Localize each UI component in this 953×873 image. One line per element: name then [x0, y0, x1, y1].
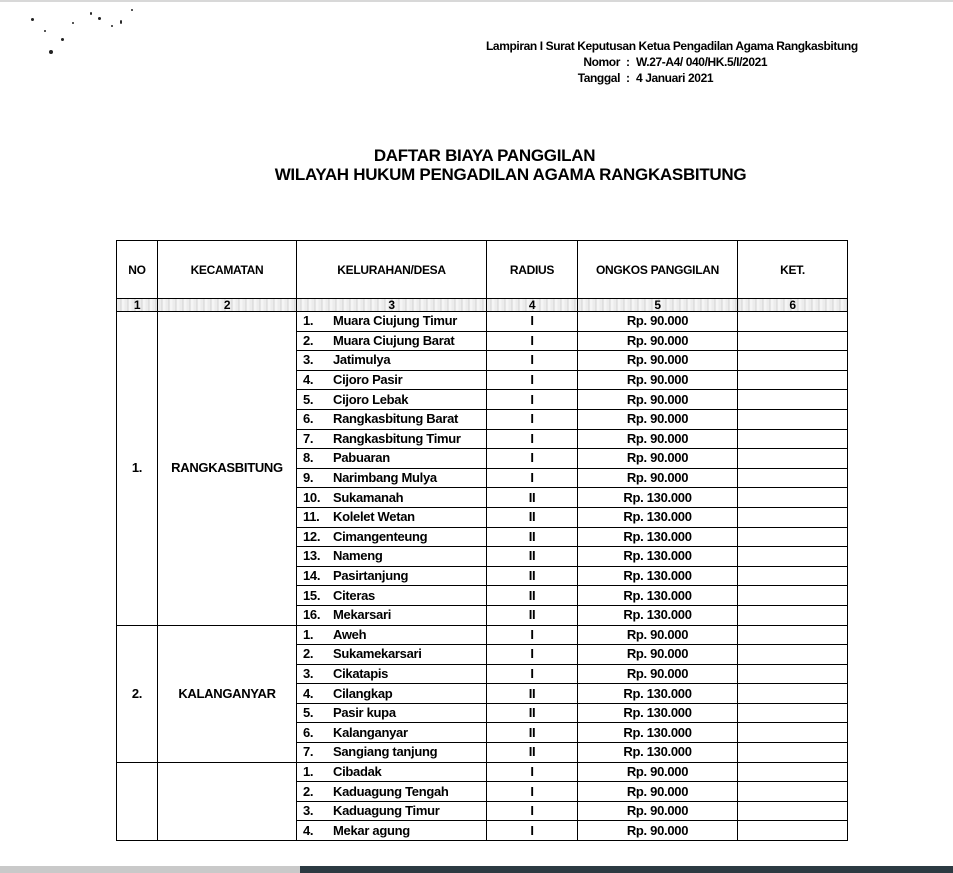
- ongkos-cell: Rp. 130.000: [578, 566, 738, 586]
- kelurahan-cell: [297, 586, 487, 606]
- nomor-label: Nomor: [583, 55, 620, 69]
- table-row: [117, 625, 848, 645]
- ongkos-cell: Rp. 90.000: [578, 664, 738, 684]
- ongkos-cell: Rp. 90.000: [578, 645, 738, 665]
- kelurahan-number: 7.: [303, 744, 314, 760]
- kelurahan-cell: [297, 762, 487, 782]
- kelurahan-number: 3.: [303, 665, 314, 681]
- ket-cell: [738, 312, 848, 332]
- kelurahan-number: 6.: [303, 724, 314, 740]
- ongkos-cell: Rp. 130.000: [578, 527, 738, 547]
- tanggal-value: 4 Januari 2021: [636, 71, 714, 85]
- radius-cell: I: [487, 645, 578, 665]
- radius-cell: II: [487, 605, 578, 625]
- radius-cell: I: [487, 351, 578, 371]
- kelurahan-name: Muara Ciujung Barat: [333, 332, 455, 348]
- kelurahan-name: Narimbang Mulya: [333, 470, 437, 486]
- kelurahan-name: Kalanganyar: [333, 724, 408, 740]
- ket-cell: [738, 488, 848, 508]
- kelurahan-name: Pasir kupa: [333, 705, 396, 721]
- ongkos-cell: Rp. 90.000: [578, 429, 738, 449]
- kelurahan-name: Pabuaran: [333, 450, 390, 466]
- ket-cell: [738, 801, 848, 821]
- ket-cell: [738, 331, 848, 351]
- kelurahan-cell: [297, 625, 487, 645]
- kelurahan-cell: [297, 664, 487, 684]
- radius-cell: I: [487, 782, 578, 802]
- kelurahan-name: Sukamanah: [333, 489, 404, 505]
- header-row: [117, 241, 848, 299]
- group-no: [117, 762, 158, 840]
- ket-cell: [738, 566, 848, 586]
- kelurahan-name: Kaduagung Timur: [333, 803, 440, 819]
- kelurahan-name: Citeras: [333, 587, 375, 603]
- group-kecamatan: RANGKASBITUNG: [158, 312, 297, 626]
- kelurahan-cell: [297, 684, 487, 704]
- kelurahan-name: Cikatapis: [333, 665, 389, 681]
- kelurahan-number: 7.: [303, 430, 314, 446]
- kelurahan-cell: [297, 370, 487, 390]
- ongkos-cell: Rp. 90.000: [578, 625, 738, 645]
- ket-cell: [738, 723, 848, 743]
- kelurahan-name: Rangkasbitung Barat: [333, 411, 459, 427]
- kelurahan-number: 15.: [303, 587, 321, 603]
- radius-cell: II: [487, 684, 578, 704]
- ongkos-cell: Rp. 130.000: [578, 586, 738, 606]
- kelurahan-number: 2.: [303, 332, 314, 348]
- fee-table: [116, 240, 848, 841]
- table-row: [117, 762, 848, 782]
- kelurahan-name: Rangkasbitung Timur: [333, 430, 461, 446]
- kelurahan-name: Mekar agung: [333, 822, 410, 838]
- radius-cell: I: [487, 664, 578, 684]
- kelurahan-name: Aweh: [333, 626, 367, 642]
- kelurahan-name: Sukamekarsari: [333, 646, 422, 662]
- kelurahan-cell: [297, 566, 487, 586]
- kelurahan-cell: [297, 645, 487, 665]
- top-border: [0, 0, 953, 2]
- ket-cell: [738, 821, 848, 841]
- kelurahan-number: 12.: [303, 528, 321, 544]
- ongkos-cell: Rp. 130.000: [578, 605, 738, 625]
- kelurahan-cell: [297, 605, 487, 625]
- radius-cell: I: [487, 468, 578, 488]
- tanggal-label: Tanggal: [577, 71, 620, 85]
- bottom-bar: [0, 866, 953, 873]
- kelurahan-number: 1.: [303, 626, 314, 642]
- radius-cell: I: [487, 370, 578, 390]
- radius-cell: I: [487, 762, 578, 782]
- kelurahan-cell: [297, 527, 487, 547]
- ket-cell: [738, 586, 848, 606]
- kelurahan-number: 8.: [303, 450, 314, 466]
- ket-cell: [738, 390, 848, 410]
- ongkos-cell: Rp. 130.000: [578, 723, 738, 743]
- kelurahan-name: Nameng: [333, 548, 383, 564]
- radius-cell: II: [487, 743, 578, 763]
- kelurahan-number: 2.: [303, 646, 314, 662]
- kelurahan-name: Mekarsari: [333, 607, 392, 623]
- table-body: [117, 312, 848, 841]
- radius-cell: II: [487, 723, 578, 743]
- group-no: 2.: [117, 625, 158, 762]
- kelurahan-cell: [297, 488, 487, 508]
- kelurahan-number: 4.: [303, 822, 314, 838]
- ongkos-cell: Rp. 90.000: [578, 331, 738, 351]
- group-no: 1.: [117, 312, 158, 626]
- kelurahan-number: 5.: [303, 705, 314, 721]
- kelurahan-number: 4.: [303, 685, 314, 701]
- kelurahan-number: 14.: [303, 568, 321, 584]
- kelurahan-cell: [297, 703, 487, 723]
- nomor-value: W.27-A4/ 040/HK.5/I/2021: [636, 55, 768, 69]
- ongkos-cell: Rp. 90.000: [578, 468, 738, 488]
- radius-cell: I: [487, 331, 578, 351]
- radius-cell: II: [487, 547, 578, 567]
- kelurahan-cell: [297, 801, 487, 821]
- kelurahan-name: Cijoro Lebak: [333, 391, 409, 407]
- ket-cell: [738, 351, 848, 371]
- radius-cell: I: [487, 409, 578, 429]
- ket-cell: [738, 527, 848, 547]
- radius-cell: II: [487, 566, 578, 586]
- kelurahan-name: Kaduagung Tengah: [333, 783, 449, 799]
- group-kecamatan: [158, 762, 297, 840]
- ket-cell: [738, 782, 848, 802]
- ongkos-cell: Rp. 90.000: [578, 762, 738, 782]
- ket-cell: [738, 645, 848, 665]
- radius-cell: I: [487, 625, 578, 645]
- index-row: 1 2 3 4 5 6: [117, 299, 848, 312]
- attachment-line: Lampiran I Surat Keputusan Ketua Pengadilan Agama Rangkasbitung: [486, 39, 858, 53]
- kelurahan-number: 13.: [303, 548, 321, 564]
- ket-cell: [738, 743, 848, 763]
- radius-cell: I: [487, 821, 578, 841]
- kelurahan-number: 2.: [303, 783, 314, 799]
- ket-cell: [738, 762, 848, 782]
- kelurahan-cell: [297, 390, 487, 410]
- kelurahan-cell: [297, 743, 487, 763]
- table-row: [117, 312, 848, 332]
- ongkos-cell: Rp. 130.000: [578, 743, 738, 763]
- kelurahan-cell: [297, 449, 487, 469]
- kelurahan-name: Kolelet Wetan: [333, 509, 415, 525]
- kelurahan-cell: [297, 351, 487, 371]
- ongkos-cell: Rp. 130.000: [578, 507, 738, 527]
- kelurahan-number: 11.: [303, 509, 320, 525]
- ket-cell: [738, 370, 848, 390]
- kelurahan-name: Cilangkap: [333, 685, 393, 701]
- col-header-radius: RADIUS: [487, 241, 578, 299]
- ongkos-cell: Rp. 130.000: [578, 547, 738, 567]
- ongkos-cell: Rp. 90.000: [578, 821, 738, 841]
- ongkos-cell: Rp. 130.000: [578, 703, 738, 723]
- kelurahan-name: Muara Ciujung Timur: [333, 313, 458, 329]
- document-header: Lampiran I Surat Keputusan Ketua Pengadilan Agama Rangkasbitung Nomor : W.27-A4/ 040/HK.5/I/2021 Tanggal : 4 Januari 2021: [486, 39, 858, 85]
- kelurahan-name: Cijoro Pasir: [333, 372, 403, 388]
- kelurahan-name: Pasirtanjung: [333, 568, 409, 584]
- ket-cell: [738, 684, 848, 704]
- ongkos-cell: Rp. 90.000: [578, 782, 738, 802]
- kelurahan-name: Cimangenteung: [333, 528, 428, 544]
- radius-cell: I: [487, 312, 578, 332]
- ket-cell: [738, 429, 848, 449]
- kelurahan-number: 16.: [303, 607, 321, 623]
- kelurahan-name: Cibadak: [333, 763, 382, 779]
- page-subtitle: WILAYAH HUKUM PENGADILAN AGAMA RANGKASBITUNG: [274, 165, 747, 184]
- kelurahan-number: 9.: [303, 470, 314, 486]
- radius-cell: II: [487, 488, 578, 508]
- col-header-ongkos: ONGKOS PANGGILAN: [578, 241, 738, 299]
- ongkos-cell: Rp. 130.000: [578, 488, 738, 508]
- kelurahan-number: 4.: [303, 372, 314, 388]
- kelurahan-cell: [297, 723, 487, 743]
- kelurahan-cell: [297, 409, 487, 429]
- radius-cell: II: [487, 507, 578, 527]
- kelurahan-number: 1.: [303, 763, 314, 779]
- kelurahan-name: Sangiang tanjung: [333, 744, 438, 760]
- ket-cell: [738, 703, 848, 723]
- ongkos-cell: Rp. 90.000: [578, 390, 738, 410]
- kelurahan-cell: [297, 331, 487, 351]
- kelurahan-number: 3.: [303, 352, 314, 368]
- group-kecamatan: KALANGANYAR: [158, 625, 297, 762]
- radius-cell: I: [487, 449, 578, 469]
- radius-cell: I: [487, 801, 578, 821]
- ongkos-cell: Rp. 90.000: [578, 409, 738, 429]
- kelurahan-number: 1.: [303, 313, 314, 329]
- ket-cell: [738, 605, 848, 625]
- ongkos-cell: Rp. 90.000: [578, 351, 738, 371]
- ket-cell: [738, 625, 848, 645]
- ongkos-cell: Rp. 90.000: [578, 801, 738, 821]
- kelurahan-number: 10.: [303, 489, 321, 505]
- radius-cell: II: [487, 586, 578, 606]
- col-header-kecamatan: KECAMATAN: [158, 241, 297, 299]
- kelurahan-cell: [297, 312, 487, 332]
- radius-cell: I: [487, 390, 578, 410]
- ongkos-cell: Rp. 130.000: [578, 684, 738, 704]
- kelurahan-cell: [297, 782, 487, 802]
- kelurahan-cell: [297, 429, 487, 449]
- kelurahan-name: Jatimulya: [333, 352, 391, 368]
- ongkos-cell: Rp. 90.000: [578, 370, 738, 390]
- radius-cell: I: [487, 429, 578, 449]
- ongkos-cell: Rp. 90.000: [578, 449, 738, 469]
- radius-cell: II: [487, 527, 578, 547]
- ket-cell: [738, 664, 848, 684]
- kelurahan-number: 3.: [303, 803, 314, 819]
- kelurahan-number: 5.: [303, 391, 314, 407]
- ket-cell: [738, 409, 848, 429]
- page-title: DAFTAR BIAYA PANGGILAN: [373, 146, 596, 165]
- col-header-ket: KET.: [738, 241, 848, 299]
- ket-cell: [738, 468, 848, 488]
- ket-cell: [738, 547, 848, 567]
- kelurahan-cell: [297, 821, 487, 841]
- radius-cell: II: [487, 703, 578, 723]
- ket-cell: [738, 449, 848, 469]
- col-header-kelurahan: KELURAHAN/DESA: [297, 241, 487, 299]
- ket-cell: [738, 507, 848, 527]
- kelurahan-cell: [297, 507, 487, 527]
- ongkos-cell: Rp. 90.000: [578, 312, 738, 332]
- kelurahan-cell: [297, 468, 487, 488]
- col-header-no: NO: [117, 241, 158, 299]
- kelurahan-number: 6.: [303, 411, 314, 427]
- kelurahan-cell: [297, 547, 487, 567]
